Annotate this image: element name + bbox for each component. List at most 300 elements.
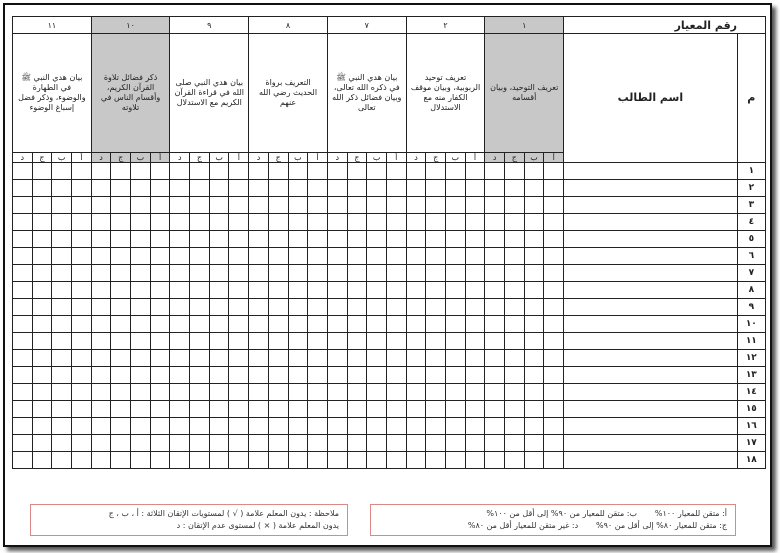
mark-cell[interactable] [229, 163, 249, 180]
mark-cell[interactable] [288, 350, 308, 367]
mark-cell[interactable] [32, 231, 52, 248]
mark-cell[interactable] [485, 180, 505, 197]
mark-cell[interactable] [52, 231, 72, 248]
mark-cell[interactable] [111, 350, 131, 367]
mark-cell[interactable] [485, 163, 505, 180]
mark-cell[interactable] [209, 435, 229, 452]
mark-cell[interactable] [465, 180, 485, 197]
mark-cell[interactable] [131, 282, 151, 299]
mark-cell[interactable] [347, 214, 367, 231]
mark-cell[interactable] [288, 367, 308, 384]
mark-cell[interactable] [209, 214, 229, 231]
student-name-cell[interactable] [564, 452, 738, 469]
mark-cell[interactable] [170, 316, 190, 333]
mark-cell[interactable] [485, 418, 505, 435]
mark-cell[interactable] [505, 401, 525, 418]
mark-cell[interactable] [505, 231, 525, 248]
mark-cell[interactable] [111, 163, 131, 180]
mark-cell[interactable] [72, 333, 92, 350]
mark-cell[interactable] [170, 299, 190, 316]
mark-cell[interactable] [347, 350, 367, 367]
mark-cell[interactable] [288, 248, 308, 265]
mark-cell[interactable] [288, 418, 308, 435]
mark-cell[interactable] [544, 265, 564, 282]
mark-cell[interactable] [308, 418, 328, 435]
mark-cell[interactable] [32, 350, 52, 367]
mark-cell[interactable] [229, 180, 249, 197]
mark-cell[interactable] [367, 282, 387, 299]
mark-cell[interactable] [72, 248, 92, 265]
mark-cell[interactable] [426, 316, 446, 333]
mark-cell[interactable] [52, 316, 72, 333]
student-name-cell[interactable] [564, 231, 738, 248]
mark-cell[interactable] [327, 350, 347, 367]
mark-cell[interactable] [505, 435, 525, 452]
mark-cell[interactable] [524, 384, 544, 401]
mark-cell[interactable] [190, 180, 210, 197]
mark-cell[interactable] [190, 452, 210, 469]
mark-cell[interactable] [13, 197, 33, 214]
mark-cell[interactable] [249, 316, 269, 333]
mark-cell[interactable] [52, 452, 72, 469]
mark-cell[interactable] [327, 214, 347, 231]
mark-cell[interactable] [367, 333, 387, 350]
mark-cell[interactable] [367, 367, 387, 384]
mark-cell[interactable] [465, 214, 485, 231]
mark-cell[interactable] [327, 180, 347, 197]
mark-cell[interactable] [268, 265, 288, 282]
mark-cell[interactable] [308, 180, 328, 197]
mark-cell[interactable] [268, 367, 288, 384]
student-name-cell[interactable] [564, 282, 738, 299]
mark-cell[interactable] [524, 265, 544, 282]
student-name-cell[interactable] [564, 333, 738, 350]
mark-cell[interactable] [13, 214, 33, 231]
mark-cell[interactable] [367, 350, 387, 367]
mark-cell[interactable] [308, 316, 328, 333]
mark-cell[interactable] [445, 452, 465, 469]
mark-cell[interactable] [406, 197, 426, 214]
mark-cell[interactable] [229, 367, 249, 384]
mark-cell[interactable] [131, 180, 151, 197]
mark-cell[interactable] [13, 435, 33, 452]
mark-cell[interactable] [131, 163, 151, 180]
mark-cell[interactable] [426, 248, 446, 265]
mark-cell[interactable] [111, 180, 131, 197]
mark-cell[interactable] [91, 350, 111, 367]
mark-cell[interactable] [72, 163, 92, 180]
mark-cell[interactable] [386, 435, 406, 452]
mark-cell[interactable] [268, 163, 288, 180]
mark-cell[interactable] [544, 282, 564, 299]
mark-cell[interactable] [367, 418, 387, 435]
mark-cell[interactable] [249, 418, 269, 435]
mark-cell[interactable] [485, 401, 505, 418]
mark-cell[interactable] [524, 299, 544, 316]
mark-cell[interactable] [209, 197, 229, 214]
mark-cell[interactable] [52, 333, 72, 350]
mark-cell[interactable] [544, 180, 564, 197]
mark-cell[interactable] [32, 452, 52, 469]
mark-cell[interactable] [445, 384, 465, 401]
mark-cell[interactable] [406, 231, 426, 248]
mark-cell[interactable] [131, 333, 151, 350]
mark-cell[interactable] [52, 214, 72, 231]
mark-cell[interactable] [544, 316, 564, 333]
mark-cell[interactable] [465, 350, 485, 367]
mark-cell[interactable] [72, 231, 92, 248]
mark-cell[interactable] [524, 452, 544, 469]
mark-cell[interactable] [170, 180, 190, 197]
mark-cell[interactable] [308, 163, 328, 180]
mark-cell[interactable] [288, 316, 308, 333]
mark-cell[interactable] [131, 350, 151, 367]
mark-cell[interactable] [465, 401, 485, 418]
mark-cell[interactable] [229, 384, 249, 401]
mark-cell[interactable] [131, 214, 151, 231]
mark-cell[interactable] [524, 418, 544, 435]
mark-cell[interactable] [406, 367, 426, 384]
mark-cell[interactable] [249, 231, 269, 248]
mark-cell[interactable] [406, 248, 426, 265]
mark-cell[interactable] [327, 418, 347, 435]
mark-cell[interactable] [347, 316, 367, 333]
mark-cell[interactable] [465, 163, 485, 180]
mark-cell[interactable] [386, 452, 406, 469]
mark-cell[interactable] [150, 214, 170, 231]
mark-cell[interactable] [485, 316, 505, 333]
mark-cell[interactable] [347, 299, 367, 316]
mark-cell[interactable] [209, 231, 229, 248]
mark-cell[interactable] [170, 197, 190, 214]
mark-cell[interactable] [13, 418, 33, 435]
mark-cell[interactable] [426, 333, 446, 350]
mark-cell[interactable] [268, 282, 288, 299]
mark-cell[interactable] [308, 401, 328, 418]
mark-cell[interactable] [327, 163, 347, 180]
mark-cell[interactable] [386, 282, 406, 299]
mark-cell[interactable] [72, 180, 92, 197]
mark-cell[interactable] [170, 265, 190, 282]
mark-cell[interactable] [386, 248, 406, 265]
mark-cell[interactable] [386, 231, 406, 248]
mark-cell[interactable] [209, 180, 229, 197]
mark-cell[interactable] [327, 282, 347, 299]
mark-cell[interactable] [111, 299, 131, 316]
mark-cell[interactable] [13, 350, 33, 367]
mark-cell[interactable] [209, 163, 229, 180]
mark-cell[interactable] [327, 265, 347, 282]
mark-cell[interactable] [131, 231, 151, 248]
mark-cell[interactable] [524, 180, 544, 197]
mark-cell[interactable] [288, 214, 308, 231]
mark-cell[interactable] [445, 333, 465, 350]
mark-cell[interactable] [91, 299, 111, 316]
mark-cell[interactable] [308, 384, 328, 401]
mark-cell[interactable] [131, 401, 151, 418]
mark-cell[interactable] [485, 350, 505, 367]
mark-cell[interactable] [150, 299, 170, 316]
mark-cell[interactable] [505, 248, 525, 265]
mark-cell[interactable] [465, 435, 485, 452]
mark-cell[interactable] [150, 401, 170, 418]
mark-cell[interactable] [505, 418, 525, 435]
mark-cell[interactable] [367, 163, 387, 180]
mark-cell[interactable] [505, 316, 525, 333]
mark-cell[interactable] [288, 333, 308, 350]
mark-cell[interactable] [426, 299, 446, 316]
mark-cell[interactable] [445, 299, 465, 316]
mark-cell[interactable] [13, 231, 33, 248]
mark-cell[interactable] [327, 452, 347, 469]
mark-cell[interactable] [327, 231, 347, 248]
mark-cell[interactable] [209, 401, 229, 418]
mark-cell[interactable] [505, 299, 525, 316]
mark-cell[interactable] [268, 197, 288, 214]
mark-cell[interactable] [426, 384, 446, 401]
mark-cell[interactable] [347, 180, 367, 197]
mark-cell[interactable] [52, 367, 72, 384]
mark-cell[interactable] [524, 401, 544, 418]
mark-cell[interactable] [32, 163, 52, 180]
mark-cell[interactable] [72, 384, 92, 401]
mark-cell[interactable] [190, 384, 210, 401]
mark-cell[interactable] [485, 282, 505, 299]
mark-cell[interactable] [111, 248, 131, 265]
mark-cell[interactable] [485, 452, 505, 469]
mark-cell[interactable] [91, 282, 111, 299]
mark-cell[interactable] [209, 452, 229, 469]
student-name-cell[interactable] [564, 367, 738, 384]
student-name-cell[interactable] [564, 418, 738, 435]
mark-cell[interactable] [406, 401, 426, 418]
mark-cell[interactable] [268, 384, 288, 401]
mark-cell[interactable] [544, 163, 564, 180]
student-name-cell[interactable] [564, 248, 738, 265]
mark-cell[interactable] [170, 418, 190, 435]
mark-cell[interactable] [524, 333, 544, 350]
mark-cell[interactable] [544, 231, 564, 248]
mark-cell[interactable] [505, 214, 525, 231]
mark-cell[interactable] [111, 282, 131, 299]
mark-cell[interactable] [131, 435, 151, 452]
mark-cell[interactable] [249, 384, 269, 401]
mark-cell[interactable] [347, 418, 367, 435]
mark-cell[interactable] [485, 214, 505, 231]
mark-cell[interactable] [347, 163, 367, 180]
mark-cell[interactable] [229, 435, 249, 452]
mark-cell[interactable] [229, 350, 249, 367]
mark-cell[interactable] [111, 197, 131, 214]
mark-cell[interactable] [524, 350, 544, 367]
mark-cell[interactable] [485, 333, 505, 350]
mark-cell[interactable] [426, 418, 446, 435]
mark-cell[interactable] [32, 401, 52, 418]
mark-cell[interactable] [347, 197, 367, 214]
mark-cell[interactable] [52, 435, 72, 452]
mark-cell[interactable] [229, 248, 249, 265]
mark-cell[interactable] [288, 163, 308, 180]
mark-cell[interactable] [13, 384, 33, 401]
mark-cell[interactable] [52, 163, 72, 180]
mark-cell[interactable] [544, 214, 564, 231]
mark-cell[interactable] [386, 316, 406, 333]
student-name-cell[interactable] [564, 299, 738, 316]
mark-cell[interactable] [445, 401, 465, 418]
mark-cell[interactable] [288, 299, 308, 316]
mark-cell[interactable] [386, 350, 406, 367]
mark-cell[interactable] [327, 333, 347, 350]
mark-cell[interactable] [308, 299, 328, 316]
mark-cell[interactable] [52, 197, 72, 214]
mark-cell[interactable] [288, 384, 308, 401]
mark-cell[interactable] [13, 282, 33, 299]
mark-cell[interactable] [406, 333, 426, 350]
mark-cell[interactable] [544, 333, 564, 350]
mark-cell[interactable] [426, 452, 446, 469]
mark-cell[interactable] [327, 316, 347, 333]
mark-cell[interactable] [426, 214, 446, 231]
mark-cell[interactable] [544, 401, 564, 418]
mark-cell[interactable] [190, 248, 210, 265]
mark-cell[interactable] [170, 163, 190, 180]
mark-cell[interactable] [367, 452, 387, 469]
mark-cell[interactable] [347, 384, 367, 401]
mark-cell[interactable] [150, 197, 170, 214]
mark-cell[interactable] [170, 401, 190, 418]
mark-cell[interactable] [249, 350, 269, 367]
mark-cell[interactable] [347, 248, 367, 265]
student-name-cell[interactable] [564, 435, 738, 452]
mark-cell[interactable] [445, 282, 465, 299]
mark-cell[interactable] [308, 350, 328, 367]
mark-cell[interactable] [445, 367, 465, 384]
mark-cell[interactable] [111, 367, 131, 384]
mark-cell[interactable] [72, 214, 92, 231]
mark-cell[interactable] [268, 214, 288, 231]
mark-cell[interactable] [229, 231, 249, 248]
mark-cell[interactable] [268, 435, 288, 452]
mark-cell[interactable] [544, 418, 564, 435]
mark-cell[interactable] [505, 265, 525, 282]
mark-cell[interactable] [170, 231, 190, 248]
mark-cell[interactable] [32, 248, 52, 265]
mark-cell[interactable] [249, 401, 269, 418]
mark-cell[interactable] [249, 367, 269, 384]
mark-cell[interactable] [131, 384, 151, 401]
mark-cell[interactable] [308, 367, 328, 384]
mark-cell[interactable] [111, 418, 131, 435]
mark-cell[interactable] [32, 265, 52, 282]
mark-cell[interactable] [170, 282, 190, 299]
mark-cell[interactable] [190, 163, 210, 180]
mark-cell[interactable] [386, 163, 406, 180]
mark-cell[interactable] [249, 214, 269, 231]
mark-cell[interactable] [406, 384, 426, 401]
mark-cell[interactable] [150, 265, 170, 282]
mark-cell[interactable] [32, 418, 52, 435]
mark-cell[interactable] [209, 367, 229, 384]
mark-cell[interactable] [249, 248, 269, 265]
mark-cell[interactable] [426, 367, 446, 384]
mark-cell[interactable] [72, 316, 92, 333]
mark-cell[interactable] [327, 197, 347, 214]
student-name-cell[interactable] [564, 384, 738, 401]
mark-cell[interactable] [465, 333, 485, 350]
mark-cell[interactable] [327, 384, 347, 401]
mark-cell[interactable] [249, 163, 269, 180]
mark-cell[interactable] [308, 265, 328, 282]
mark-cell[interactable] [367, 299, 387, 316]
mark-cell[interactable] [288, 197, 308, 214]
mark-cell[interactable] [465, 265, 485, 282]
mark-cell[interactable] [111, 316, 131, 333]
mark-cell[interactable] [524, 282, 544, 299]
mark-cell[interactable] [327, 435, 347, 452]
mark-cell[interactable] [13, 367, 33, 384]
mark-cell[interactable] [465, 316, 485, 333]
mark-cell[interactable] [505, 163, 525, 180]
mark-cell[interactable] [131, 452, 151, 469]
mark-cell[interactable] [32, 333, 52, 350]
mark-cell[interactable] [150, 350, 170, 367]
mark-cell[interactable] [229, 452, 249, 469]
mark-cell[interactable] [91, 197, 111, 214]
mark-cell[interactable] [544, 197, 564, 214]
student-name-cell[interactable] [564, 265, 738, 282]
mark-cell[interactable] [209, 265, 229, 282]
mark-cell[interactable] [91, 367, 111, 384]
mark-cell[interactable] [150, 282, 170, 299]
mark-cell[interactable] [32, 214, 52, 231]
mark-cell[interactable] [111, 333, 131, 350]
mark-cell[interactable] [91, 384, 111, 401]
mark-cell[interactable] [485, 248, 505, 265]
mark-cell[interactable] [91, 418, 111, 435]
mark-cell[interactable] [406, 265, 426, 282]
mark-cell[interactable] [209, 384, 229, 401]
mark-cell[interactable] [190, 367, 210, 384]
mark-cell[interactable] [524, 163, 544, 180]
mark-cell[interactable] [229, 214, 249, 231]
mark-cell[interactable] [209, 333, 229, 350]
mark-cell[interactable] [72, 197, 92, 214]
mark-cell[interactable] [327, 367, 347, 384]
mark-cell[interactable] [386, 299, 406, 316]
mark-cell[interactable] [268, 299, 288, 316]
mark-cell[interactable] [111, 452, 131, 469]
mark-cell[interactable] [308, 214, 328, 231]
mark-cell[interactable] [91, 435, 111, 452]
mark-cell[interactable] [308, 282, 328, 299]
mark-cell[interactable] [426, 180, 446, 197]
mark-cell[interactable] [111, 435, 131, 452]
mark-cell[interactable] [445, 248, 465, 265]
mark-cell[interactable] [524, 214, 544, 231]
student-name-cell[interactable] [564, 180, 738, 197]
mark-cell[interactable] [367, 435, 387, 452]
mark-cell[interactable] [13, 316, 33, 333]
mark-cell[interactable] [308, 435, 328, 452]
mark-cell[interactable] [288, 435, 308, 452]
mark-cell[interactable] [91, 180, 111, 197]
mark-cell[interactable] [268, 231, 288, 248]
mark-cell[interactable] [406, 180, 426, 197]
mark-cell[interactable] [209, 418, 229, 435]
mark-cell[interactable] [544, 299, 564, 316]
mark-cell[interactable] [52, 248, 72, 265]
mark-cell[interactable] [229, 316, 249, 333]
